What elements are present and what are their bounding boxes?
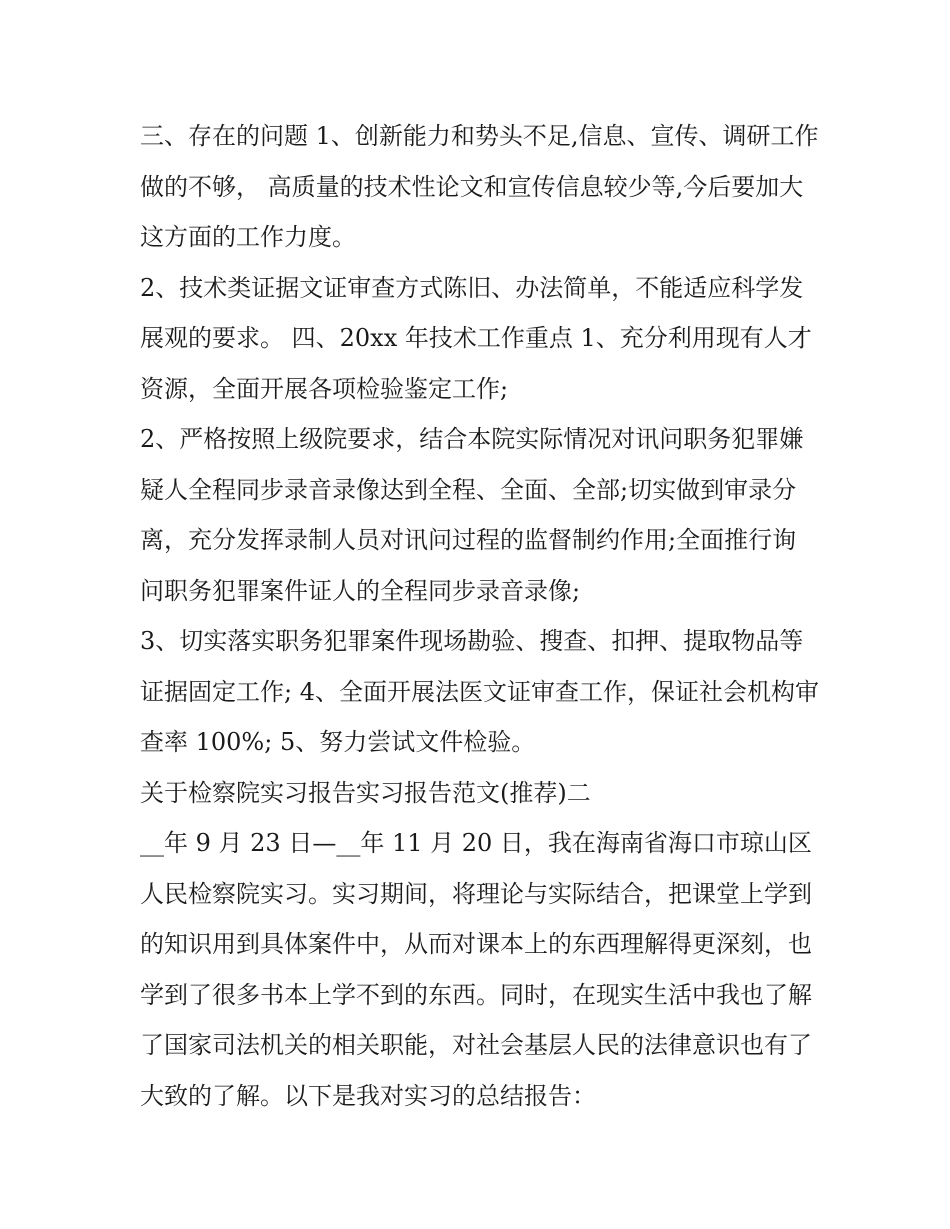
document-page: [140, 111, 820, 1121]
paragraph-recording: 2、严格按照上级院要求，结合本院实际情况对讯问职务犯罪嫌疑人全程同步录音录像达到全程、全面、全部;切实做到审录分离，充分发挥录制人员对讯问过程的监督制约作用;全面推行询问职务犯罪案件证人的全程同步录音录像;: [140, 425, 804, 605]
paragraph-problems: 三、存在的问题 1、创新能力和势头不足,信息、宣传、调研工作做的不够， 高质量的技术性论文和宣传信息较少等,今后要加大这方面的工作力度。: [140, 122, 819, 251]
paragraph-evidence-review: 2、技术类证据文证审查方式陈旧、办法简单，不能适应科学发展观的要求。 四、20xx 年技术工作重点 1、充分利用现有人才资源，全面开展各项检验鉴定工作;: [140, 273, 812, 403]
paragraph-internship-intro: __年 9 月 23 日—__年 11 月 20 日，我在海南省海口市琼山区人民检察院实习。实习期间，将理论与实际结合，把课堂上学到的知识用到具体案件中，从而对课本上的东西理解得更深刻，也学到了很多书本上学不到的东西。同时，在现实生活中我也了解了国家司法机关的相关职能，对社会基层人民的法律意识也有了大致的了解。以下是我对实习的总结报告：: [140, 829, 812, 1110]
paragraph-inspection: 3、切实落实职务犯罪案件现场勘验、搜查、扣押、提取物品等证据固定工作; 4、全面开展法医文证审查工作，保证社会机构审查率 100%; 5、努力尝试文件检验。: [140, 627, 819, 756]
section-heading: 关于检察院实习报告实习报告范文(推荐)二: [140, 778, 591, 807]
